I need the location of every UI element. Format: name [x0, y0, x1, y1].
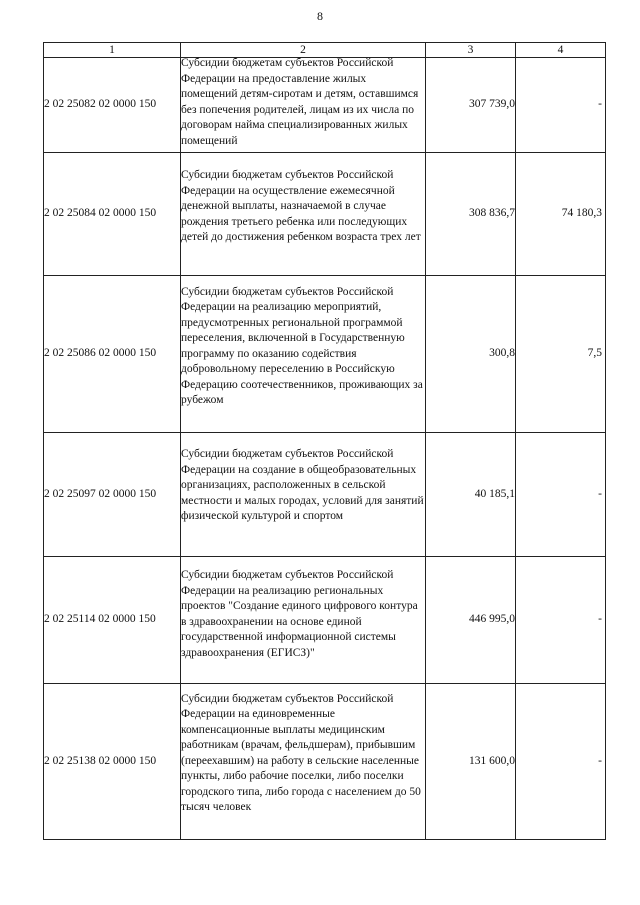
row-description: Субсидии бюджетам субъектов Российской Федерации на создание в общеобразовательных организациях, расположенных в сельской местности и малых городах, условий для занятий физической культурой и спортом [181, 448, 424, 523]
amount-column-4: - [516, 557, 606, 684]
budget-code: 2 02 25097 02 0000 150 [44, 433, 181, 557]
amount-column-4: - [516, 58, 606, 153]
table-row [44, 153, 606, 276]
table-row [44, 276, 606, 433]
row-description-cell [181, 153, 426, 276]
amount-column-3: 308 836,7 [426, 153, 516, 276]
amount-column-4: - [516, 684, 606, 840]
row-description-cell [181, 557, 426, 684]
row-description-cell [181, 58, 426, 153]
amount-column-4: 7,5 [516, 276, 606, 433]
column-header-code: 1 [44, 43, 181, 58]
amount-column-3: 131 600,0 [426, 684, 516, 840]
table-row [44, 58, 606, 153]
amount-column-3: 300,8 [426, 276, 516, 433]
amount-column-3: 307 739,0 [426, 58, 516, 153]
table-row [44, 433, 606, 557]
table-row [44, 557, 606, 684]
amount-column-3: 40 185,1 [426, 433, 516, 557]
column-header-amount-1: 3 [426, 43, 516, 58]
row-description: Субсидии бюджетам субъектов Российской Федерации на предоставление жилых помещений детям-сиротам и детям, оставшимся без попечения родителей, лицам из их числа по договорам найма специализированных жилых помещений [181, 57, 419, 147]
budget-code: 2 02 25082 02 0000 150 [44, 58, 181, 153]
row-description-cell [181, 433, 426, 557]
amount-column-3: 446 995,0 [426, 557, 516, 684]
row-description: Субсидии бюджетам субъектов Российской Федерации на реализацию мероприятий, предусмотренных региональной программой переселения, включенной в Государственную программу по оказанию содействия добровольному переселению в Российскую Федерацию соотечественников, проживающих за рубежом [181, 285, 423, 406]
page-number: 8 [317, 9, 323, 23]
amount-column-4: - [516, 433, 606, 557]
row-description: Субсидии бюджетам субъектов Российской Федерации на единовременные компенсационные выплаты медицинским работникам (врачам, фельдшерам), прибывшим (переехавшим) на работу в сельские населенные пункты, либо рабочие поселки, либо поселки городского типа, либо города с населением до 50 тысяч человек [181, 692, 421, 813]
row-description-cell [181, 684, 426, 840]
column-header-description: 2 [181, 43, 426, 58]
amount-column-4: 74 180,3 [516, 153, 606, 276]
budget-code: 2 02 25084 02 0000 150 [44, 153, 181, 276]
column-header-amount-2: 4 [516, 43, 606, 58]
budget-revenue-table [43, 42, 606, 840]
table-row [44, 684, 606, 840]
row-description: Субсидии бюджетам субъектов Российской Федерации на реализацию региональных проектов "Создание единого цифрового контура в здравоохранении на основе единой государственной информационной системы здравоохранения (ЕГИСЗ)" [181, 569, 418, 659]
row-description-cell [181, 276, 426, 433]
budget-code: 2 02 25138 02 0000 150 [44, 684, 181, 840]
row-description: Субсидии бюджетам субъектов Российской Федерации на осуществление ежемесячной денежной выплаты, назначаемой в случае рождения третьего ребенка или последующих детей до достижения ребенком возраста трех лет [181, 169, 421, 244]
budget-code: 2 02 25086 02 0000 150 [44, 276, 181, 433]
budget-code: 2 02 25114 02 0000 150 [44, 557, 181, 684]
